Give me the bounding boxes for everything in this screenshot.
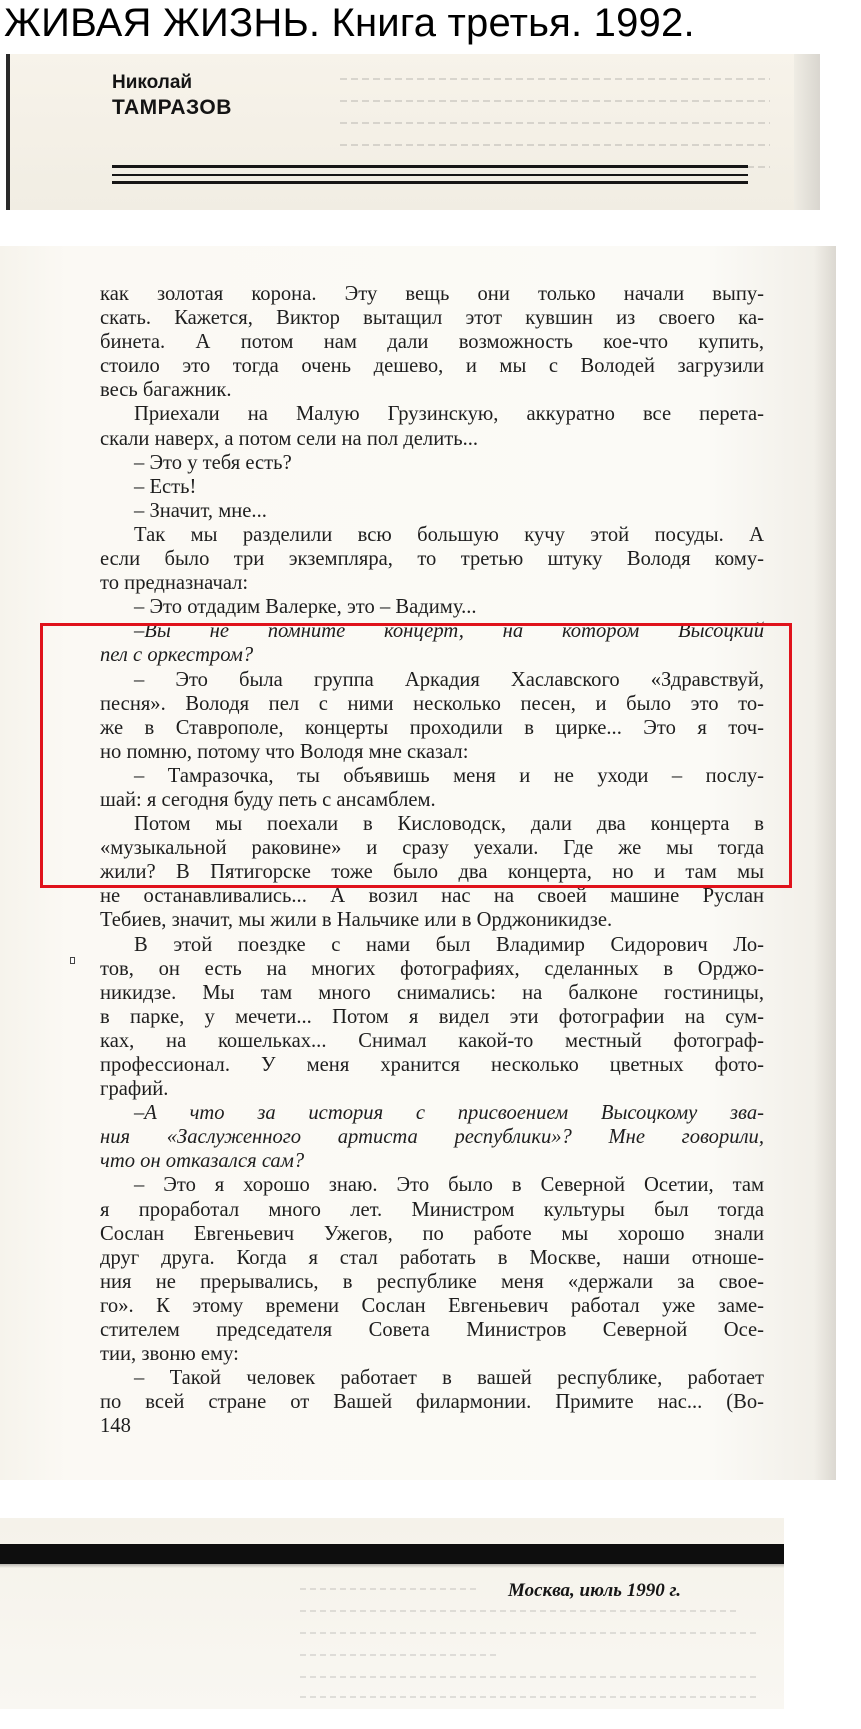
author-first-name: Николай	[112, 72, 193, 93]
text-line: друг друга. Когда я стал работать в Москве, наши отноше-	[100, 1246, 764, 1269]
text-line: стителем председателя Совета Министров Северной Осе-	[100, 1319, 764, 1342]
interview-question-line: что он отказался сам?	[100, 1150, 305, 1173]
text-line: ния не прерывались, в республике меня «держали за свое-	[100, 1270, 764, 1293]
text-line: «музыкальной раковине» и сразу уехали. Где же мы тогда	[100, 837, 764, 860]
dialogue-line: – Тамразочка, ты объявишь меня и не уходи – послу-	[134, 764, 764, 787]
text-line: профессионал. У меня хранится несколько цветных фото-	[100, 1054, 764, 1076]
text-line: песня». Володя пел с ними несколько песен, и было это то-	[100, 692, 764, 715]
text-line: Так мы разделили всю большую кучу этой посуды. А	[134, 523, 764, 546]
bleed-through-text	[340, 78, 770, 80]
text-line: но помню, потому что Володя мне сказал:	[100, 740, 469, 763]
text-line: скать. Кажется, Виктор вытащил этот кувшин из своего ка-	[100, 307, 764, 330]
text-line: по всей стране от Вашей филармонии. Примите нас... (Во-	[100, 1391, 764, 1414]
dialogue-line: – Это отдадим Валерке, это – Вадиму...	[134, 596, 477, 619]
header-scan-strip	[6, 54, 820, 210]
bleed-through-text	[300, 1676, 760, 1678]
text-line: Сослан Евгеньевич Ужегов, по работе мы хорошо знали	[100, 1222, 764, 1245]
author-last-name: ТАМРАЗОВ	[112, 96, 232, 119]
bleed-through-text	[300, 1654, 500, 1656]
footer-scan-strip	[0, 1518, 784, 1709]
dialogue-line: – Значит, мне...	[134, 499, 267, 522]
place-date-signoff: Москва, июль 1990 г.	[508, 1580, 681, 1601]
page-text	[100, 282, 764, 1439]
text-line: Приехали на Малую Грузинскую, аккуратно все перета-	[134, 403, 764, 426]
dialogue-line: – Это у тебя есть?	[134, 451, 292, 474]
text-line: же в Ставрополе, концерты проходили в цирке... Это я точ-	[100, 716, 764, 739]
text-line: то предназначал:	[100, 572, 249, 595]
text-line: если было три экземпляра, то третью штуку Володя кому-	[100, 548, 764, 571]
text-line: ках, на кошельках... Снимал какой-то местный фотограф-	[100, 1029, 764, 1052]
text-line: я проработал много лет. Министром культуры был тогда	[100, 1198, 764, 1221]
interview-question-line: –Вы не помните концерт, на котором Высоцкий	[134, 620, 764, 643]
text-line: не останавливались... А возил нас на своей машине Руслан	[100, 885, 764, 908]
bleed-through-text	[300, 1632, 760, 1634]
text-line: как золотая корона. Эту вещь они только начали выпу-	[100, 283, 764, 305]
text-line: стоило это тогда очень дешево, и мы с Володей загрузили	[100, 355, 764, 378]
book-page-scan	[0, 246, 836, 1480]
header-rule-middle	[112, 174, 748, 176]
text-line: тов, он есть на многих фотографиях, сделанных в Орджо-	[100, 957, 764, 980]
page-edge-shadow	[794, 54, 820, 210]
page-number: 148	[100, 1415, 131, 1438]
bleed-through-text	[340, 144, 770, 146]
dialogue-line: – Такой человек работает в вашей республике, работает	[134, 1367, 764, 1390]
text-line: в парке, у мечети... Потом я видел эти фотографии на сум-	[100, 1005, 764, 1028]
interview-question-line: ния «Заслуженного артиста республики»? Мне говорили,	[100, 1126, 764, 1149]
text-line: Потом мы поехали в Кисловодск, дали два концерта в	[134, 813, 764, 836]
text-line: го». К этому времени Сослан Евгеньевич работал уже заме-	[100, 1294, 764, 1317]
interview-question-line: –А что за история с присвоением Высоцкому зва-	[134, 1102, 764, 1125]
scan-artifact-mark	[70, 957, 75, 964]
header-rule-bottom	[112, 181, 748, 184]
text-line: никидзе. Мы там много снимались: на балконе гостиницы,	[100, 981, 764, 1004]
text-line: Тебиев, значит, мы жили в Нальчике или в Орджоникидзе.	[100, 909, 613, 932]
text-line: скали наверх, а потом сели на пол делить...	[100, 427, 479, 450]
text-line: шай: я сегодня буду петь с ансамблем.	[100, 788, 436, 811]
bleed-through-text	[300, 1610, 740, 1612]
footer-bar-shadow	[0, 1564, 784, 1568]
bleed-through-text	[340, 100, 770, 102]
header-rule-top	[112, 165, 748, 168]
page-edge-shadow	[814, 246, 836, 1480]
text-line: – Это была группа Аркадия Хаславского «Здравствуй,	[134, 668, 764, 691]
bleed-through-text	[300, 1588, 480, 1590]
text-line: графий.	[100, 1078, 169, 1101]
interview-question-line: пел с оркестром?	[100, 644, 254, 667]
bleed-through-text	[340, 122, 770, 124]
text-line: весь багажник.	[100, 379, 232, 402]
text-line: бинета. А потом нам дали возможность кое-что купить,	[100, 331, 764, 354]
text-line: В этой поездке с нами был Владимир Сидорович Ло-	[134, 933, 764, 956]
text-line: тии, звоню ему:	[100, 1343, 239, 1366]
bleed-through-text	[300, 1696, 760, 1698]
text-line: – Это я хорошо знаю. Это было в Северной Осетии, там	[134, 1174, 764, 1197]
text-line: жили? В Пятигорске тоже было два концерта, но и там мы	[100, 861, 764, 884]
document-banner-title: ЖИВАЯ ЖИЗНЬ. Книга третья. 1992.	[4, 1, 695, 45]
footer-black-bar	[0, 1544, 784, 1564]
dialogue-line: – Есть!	[134, 475, 197, 498]
